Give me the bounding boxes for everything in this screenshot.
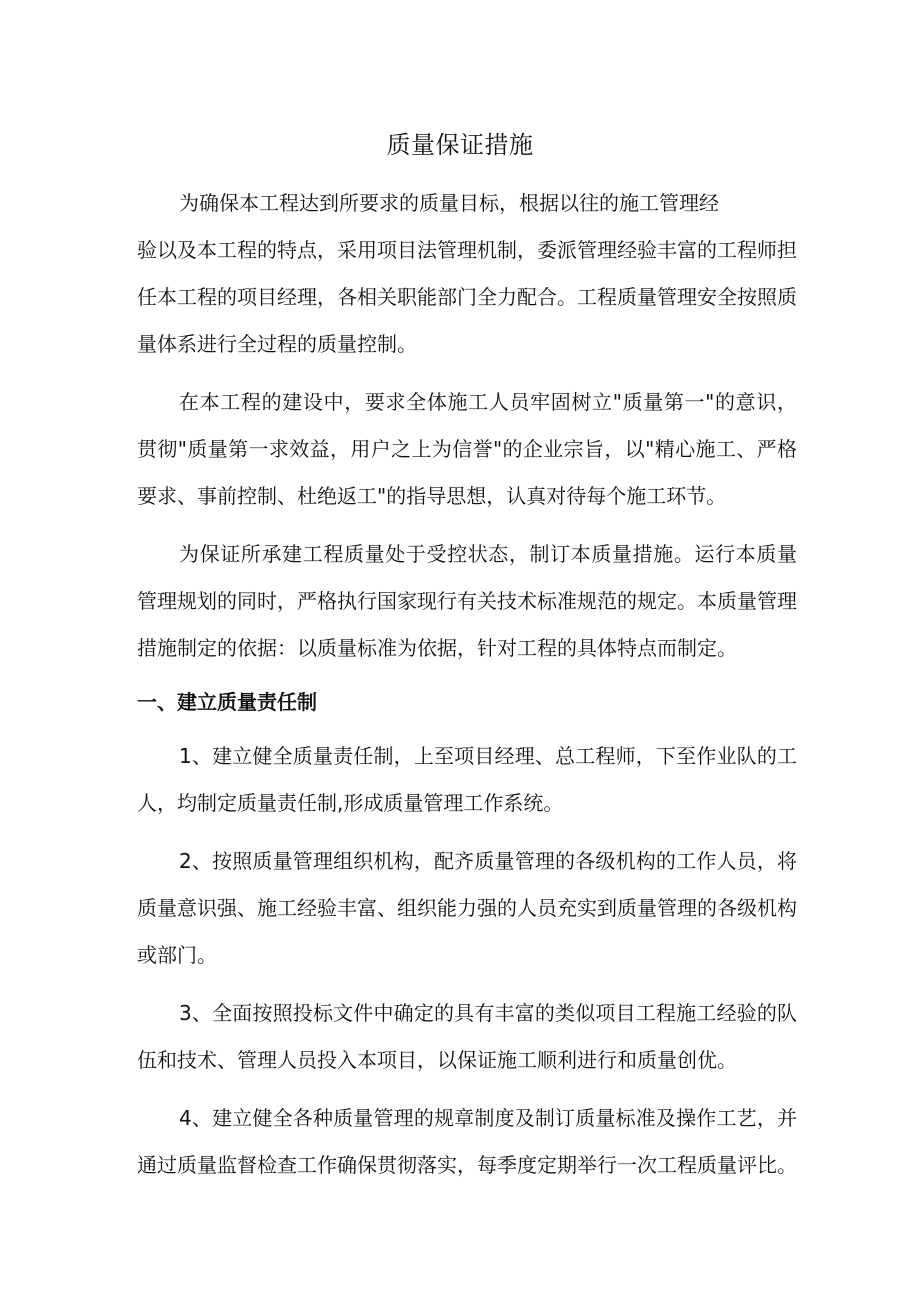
list-item-1: 1、建立健全质量责任制，上至项目经理、总工程师，下至作业队的工人，均制定质量责任制,形成质量管理工作系统。	[137, 744, 797, 815]
document-title: 质量保证措施	[386, 131, 534, 159]
document-body	[137, 180, 797, 1200]
list-item-4: 4、建立健全各种质量管理的规章制度及制订质量标准及操作工艺，并通过质量监督检查工作确保贯彻落实，每季度定期举行一次工程质量评比。	[137, 1106, 797, 1177]
list-item-3: 3、全面按照投标文件中确定的具有丰富的类似项目工程施工经验的队伍和技术、管理人员投入本项目，以保证施工顺利进行和质量创优。	[137, 1001, 797, 1072]
intro-paragraph	[137, 180, 797, 368]
quality-measures-paragraph: 为保证所承建工程质量处于受控状态，制订本质量措施。运行本质量管理规划的同时，严格执行国家现行有关技术标准规范的规定。本质量管理措施制定的依据：以质量标准为依据，针对工程的具体特点而制定。	[137, 542, 797, 660]
section-heading-quality-responsibility: 一、建立质量责任制	[137, 690, 317, 714]
intro-paragraph-continuation: 验以及本工程的特点，采用项目法管理机制，委派管理经验丰富的工程师担任本工程的项目经理，各相关职能部门全力配合。工程质量管理安全按照质量体系进行全过程的质量控制。	[137, 238, 797, 356]
intro-paragraph-first-line: 为确保本工程达到所要求的质量目标，根据以往的施工管理经	[179, 191, 719, 215]
quality-first-paragraph: 在本工程的建设中，要求全体施工人员牢固树立"质量第一"的意识，贯彻"质量第一求效益，用户之上为信誉"的企业宗旨，以"精心施工、严格要求、事前控制、杜绝返工"的指导思想，认真对待每个施工环节。	[137, 390, 797, 508]
list-item-2: 2、按照质量管理组织机构，配齐质量管理的各级机构的工作人员，将质量意识强、施工经验丰富、组织能力强的人员充实到质量管理的各级机构或部门。	[137, 849, 797, 967]
